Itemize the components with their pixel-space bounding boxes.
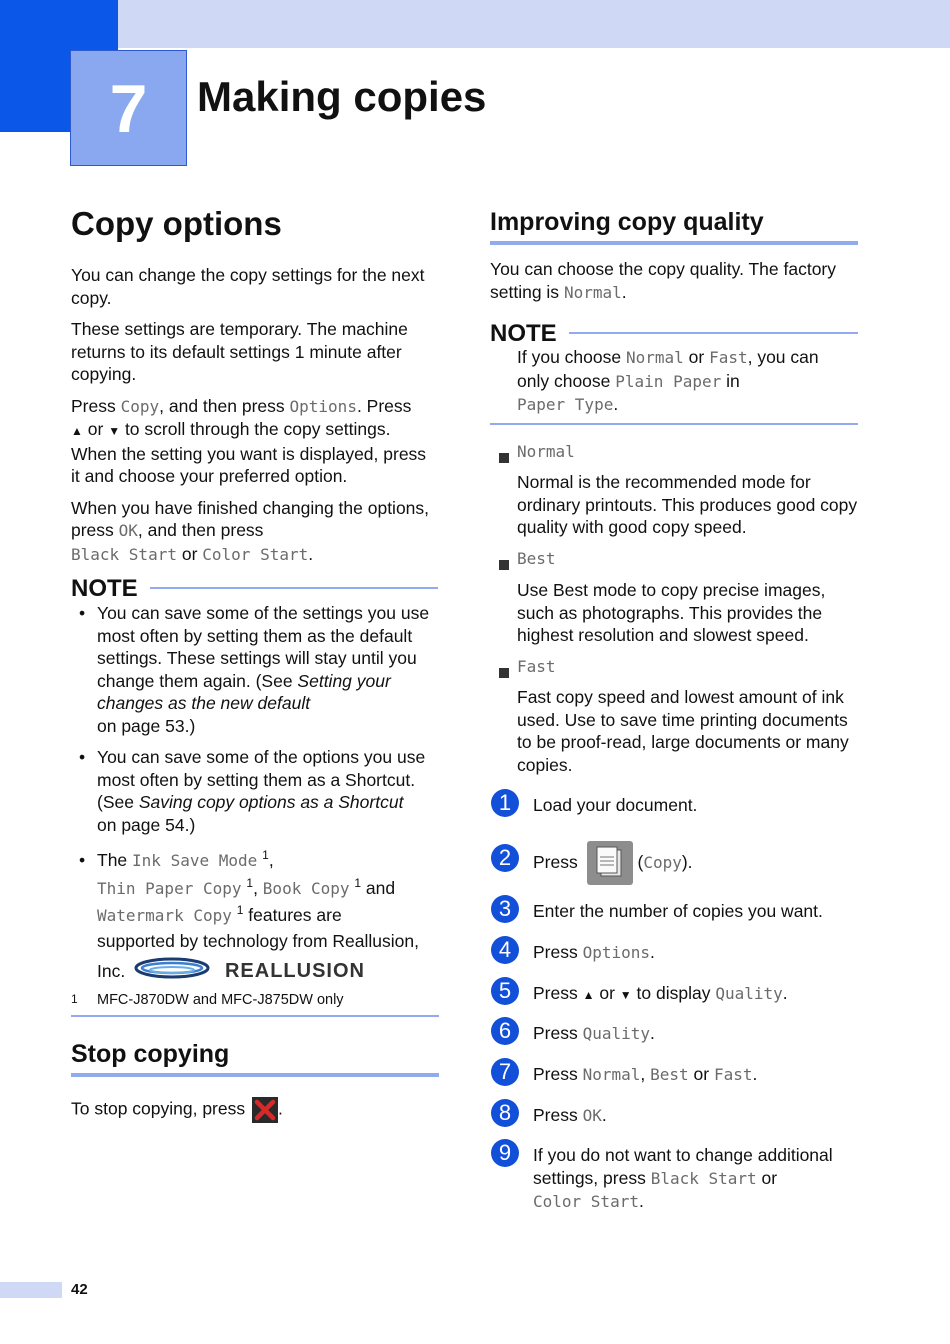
step-number: 4: [491, 936, 519, 964]
down-arrow-icon: ▼: [108, 424, 121, 438]
step-text: Press (Copy).: [533, 840, 693, 885]
step-number: 5: [491, 977, 519, 1005]
note-heading: NOTE: [490, 320, 557, 347]
copy-icon[interactable]: [587, 841, 633, 885]
chapter-number: 7: [70, 50, 187, 166]
step-number: 8: [491, 1099, 519, 1127]
step-text: Press ▲ or ▼ to display Quality.: [533, 983, 788, 1003]
reallusion-wordmark: REALLUSION: [224, 960, 365, 983]
chapter-title: Making copies: [197, 73, 487, 120]
cross-reference-link[interactable]: Saving copy options as a Shortcut: [138, 792, 404, 812]
note-end-rule: [490, 423, 858, 425]
section-title-copy-options: Copy options: [71, 205, 282, 242]
up-arrow-icon: ▲: [582, 988, 595, 1002]
page-number: 42: [71, 1281, 88, 1298]
note-heading: NOTE: [71, 575, 138, 602]
mode-name: Fast: [517, 657, 556, 676]
paragraph: You can change the copy settings for the next copy.: [71, 265, 425, 308]
paragraph: Press Copy, and then press Options. Press ▲ or ▼ to scroll through the copy settings. When the setting you want is displayed, press it and choose your preferred option.: [71, 395, 427, 486]
mode-description: Fast copy speed and lowest amount of ink used. Use to save time printing documents to be proof-read, large documents or many copies.: [517, 687, 849, 775]
section-title-improving-quality: Improving copy quality: [490, 208, 764, 236]
mode-description: Normal is the recommended mode for ordinary printouts. This produces good copy quality with good copy speed.: [517, 472, 858, 537]
list-item: • You can save some of the options you use most often by setting them as a Shortcut. (See Saving copy options as a Shortcut on page 54.): [79, 747, 426, 835]
mode-name: Best: [517, 549, 556, 568]
note-rule: [569, 332, 858, 334]
step-number: 2: [491, 844, 519, 872]
step-text: Press Normal, Best or Fast.: [533, 1064, 758, 1084]
step-text: If you do not want to change additional settings, press Black Start or Color Start.: [533, 1145, 833, 1211]
bullet-dot: •: [79, 603, 86, 623]
footnote-text: MFC-J870DW and MFC-J875DW only: [97, 992, 344, 1008]
note-rule: [150, 587, 438, 589]
footer-bar: [0, 1282, 62, 1298]
bullet-dot: •: [79, 850, 86, 870]
stop-paragraph: To stop copying, press .: [71, 1097, 283, 1123]
quality-intro: You can choose the copy quality. The factory setting is Normal.: [490, 259, 837, 302]
square-bullet-icon: [499, 661, 509, 684]
mode-description: Use Best mode to copy precise images, such as photographs. This provides the highest resolution and slowest speed.: [517, 580, 826, 645]
step-number: 7: [491, 1058, 519, 1086]
step-number: 1: [491, 789, 519, 817]
chapter-header-bar: [0, 0, 950, 48]
paragraph: When you have finished changing the options, press OK, and then press Black Start or Color Start.: [71, 497, 430, 564]
section-rule: [490, 241, 858, 245]
step-number: 6: [491, 1017, 519, 1045]
down-arrow-icon: ▼: [619, 988, 632, 1002]
square-bullet-icon: [499, 446, 509, 469]
cross-reference-link[interactable]: Setting your changes as the new default: [97, 670, 391, 713]
reallusion-logo: [134, 953, 212, 992]
step-number: 9: [491, 1139, 519, 1167]
copy-options-body: [71, 264, 439, 566]
mode-name: Normal: [517, 442, 575, 461]
note-list: [79, 602, 439, 991]
footnote-rule: [71, 1015, 439, 1017]
list-item: • You can save some of the settings you use most often by setting them as the default settings. These settings will stay until you change them again. (See Setting your changes as the new default on page 53.): [79, 603, 430, 736]
step-text: Press OK.: [533, 1105, 607, 1125]
stop-x-icon[interactable]: [252, 1097, 278, 1123]
step-text: Load your document.: [533, 795, 698, 815]
step-text: Press Options.: [533, 942, 655, 962]
up-arrow-icon: ▲: [71, 424, 83, 438]
footnote-number: 1: [71, 992, 78, 1006]
list-item: • The Ink Save Mode $^1$, Thin Paper Copy $^1$, Book Copy $^1$ and Watermark Copy $^1$ features are supported by technology from Reallusion, Inc. REALLUSION: [79, 847, 439, 991]
paragraph: These settings are temporary. The machine returns to its default settings 1 minute after copying.: [71, 319, 408, 384]
step-text: Enter the number of copies you want.: [533, 901, 823, 921]
bullet-dot: •: [79, 747, 86, 767]
section-rule: [71, 1073, 439, 1077]
step-number: 3: [491, 895, 519, 923]
swoosh-logo-icon: [134, 953, 212, 983]
section-title-stop-copying: Stop copying: [71, 1040, 230, 1068]
square-bullet-icon: [499, 553, 509, 576]
note-body: If you choose Normal or Fast, you can only choose Plain Paper in Paper Type.: [517, 347, 819, 414]
step-text: Press Quality.: [533, 1023, 655, 1043]
